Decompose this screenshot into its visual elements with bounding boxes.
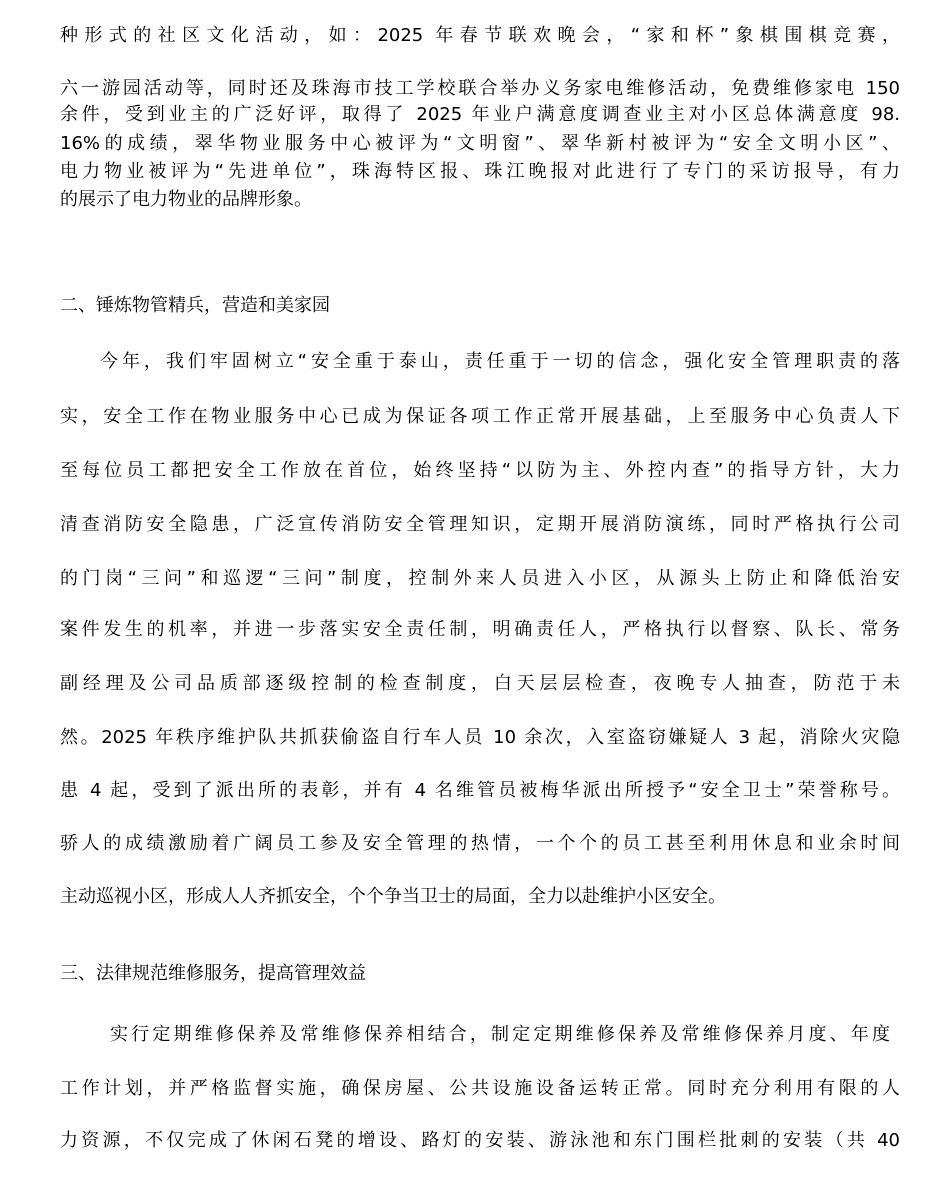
paragraph-line: 种形式的社区文化活动，如：2025 年春节联欢晚会，“家和杯”象棋围棋竞赛， <box>60 25 900 46</box>
paragraph-line: 16%的成绩，翠华物业服务中心被评为“文明窗”、翠华新村被评为“安全文明小区”、 <box>60 133 900 154</box>
paragraph-line: 余件，受到业主的广泛好评，取得了 2025 年业户满意度调查业主对小区总体满意度 98. <box>60 104 900 125</box>
paragraph-line: 清查消防安全隐患，广泛宣传消防安全管理知识，定期开展消防演练，同时严格执行公司 <box>60 514 900 535</box>
section-heading: 二、锤炼物管精兵，营造和美家园 <box>60 295 330 316</box>
paragraph-line: 力资源，不仅完成了休闲石凳的增设、路灯的安装、游泳池和东门围栏批刺的安装（共 40 <box>60 1130 900 1151</box>
paragraph-line: 主动巡视小区，形成人人齐抓安全，个个争当卫士的局面，全力以赴维护小区安全。 <box>60 886 726 907</box>
paragraph-line: 然。2025 年秩序维护队共抓获偷盗自行车人员 10 余次，入室盗窃嫌疑人 3 起，消除火灾隐 <box>60 727 900 748</box>
paragraph-line: 副经理及公司品质部逐级控制的检查制度，白天层层检查，夜晚专人抽查，防范于未 <box>60 673 900 694</box>
paragraph-line: 的展示了电力物业的品牌形象。 <box>60 189 312 210</box>
section-heading: 三、法律规范维修服务，提高管理效益 <box>60 963 366 984</box>
paragraph-line: 工作计划，并严格监督实施，确保房屋、公共设施设备运转正常。同时充分利用有限的人 <box>60 1078 900 1099</box>
paragraph-line: 实，安全工作在物业服务中心已成为保证各项工作正常开展基础，上至服务中心负责人下 <box>60 406 900 427</box>
paragraph-line: 电力物业被评为“先进单位”，珠海特区报、珠江晚报对此进行了专门的采访报导，有力 <box>60 161 900 182</box>
paragraph-line: 今年，我们牢固树立“安全重于泰山，责任重于一切的信念，强化安全管理职责的落 <box>100 351 900 372</box>
paragraph-line: 骄人的成绩激励着广阔员工参及安全管理的热情，一个个的员工甚至利用休息和业余时间 <box>60 833 900 854</box>
paragraph-line: 案件发生的机率，并进一步落实安全责任制，明确责任人，严格执行以督察、队长、常务 <box>60 619 900 640</box>
paragraph-line: 患 4 起，受到了派出所的表彰，并有 4 名维管员被梅华派出所授予“安全卫士”荣誉称号。 <box>60 780 900 801</box>
paragraph-line: 六一游园活动等，同时还及珠海市技工学校联合举办义务家电维修活动，免费维修家电 150 <box>60 78 900 99</box>
paragraph-line: 的门岗“三问”和巡逻“三问”制度，控制外来人员进入小区，从源头上防止和降低治安 <box>60 568 900 589</box>
paragraph-line: 实行定期维修保养及常维修保养相结合，制定定期维修保养及常维修保养月度、年度 <box>110 1024 890 1045</box>
paragraph-line: 至每位员工都把安全工作放在首位，始终坚持“以防为主、外控内查”的指导方针，大力 <box>60 460 900 481</box>
